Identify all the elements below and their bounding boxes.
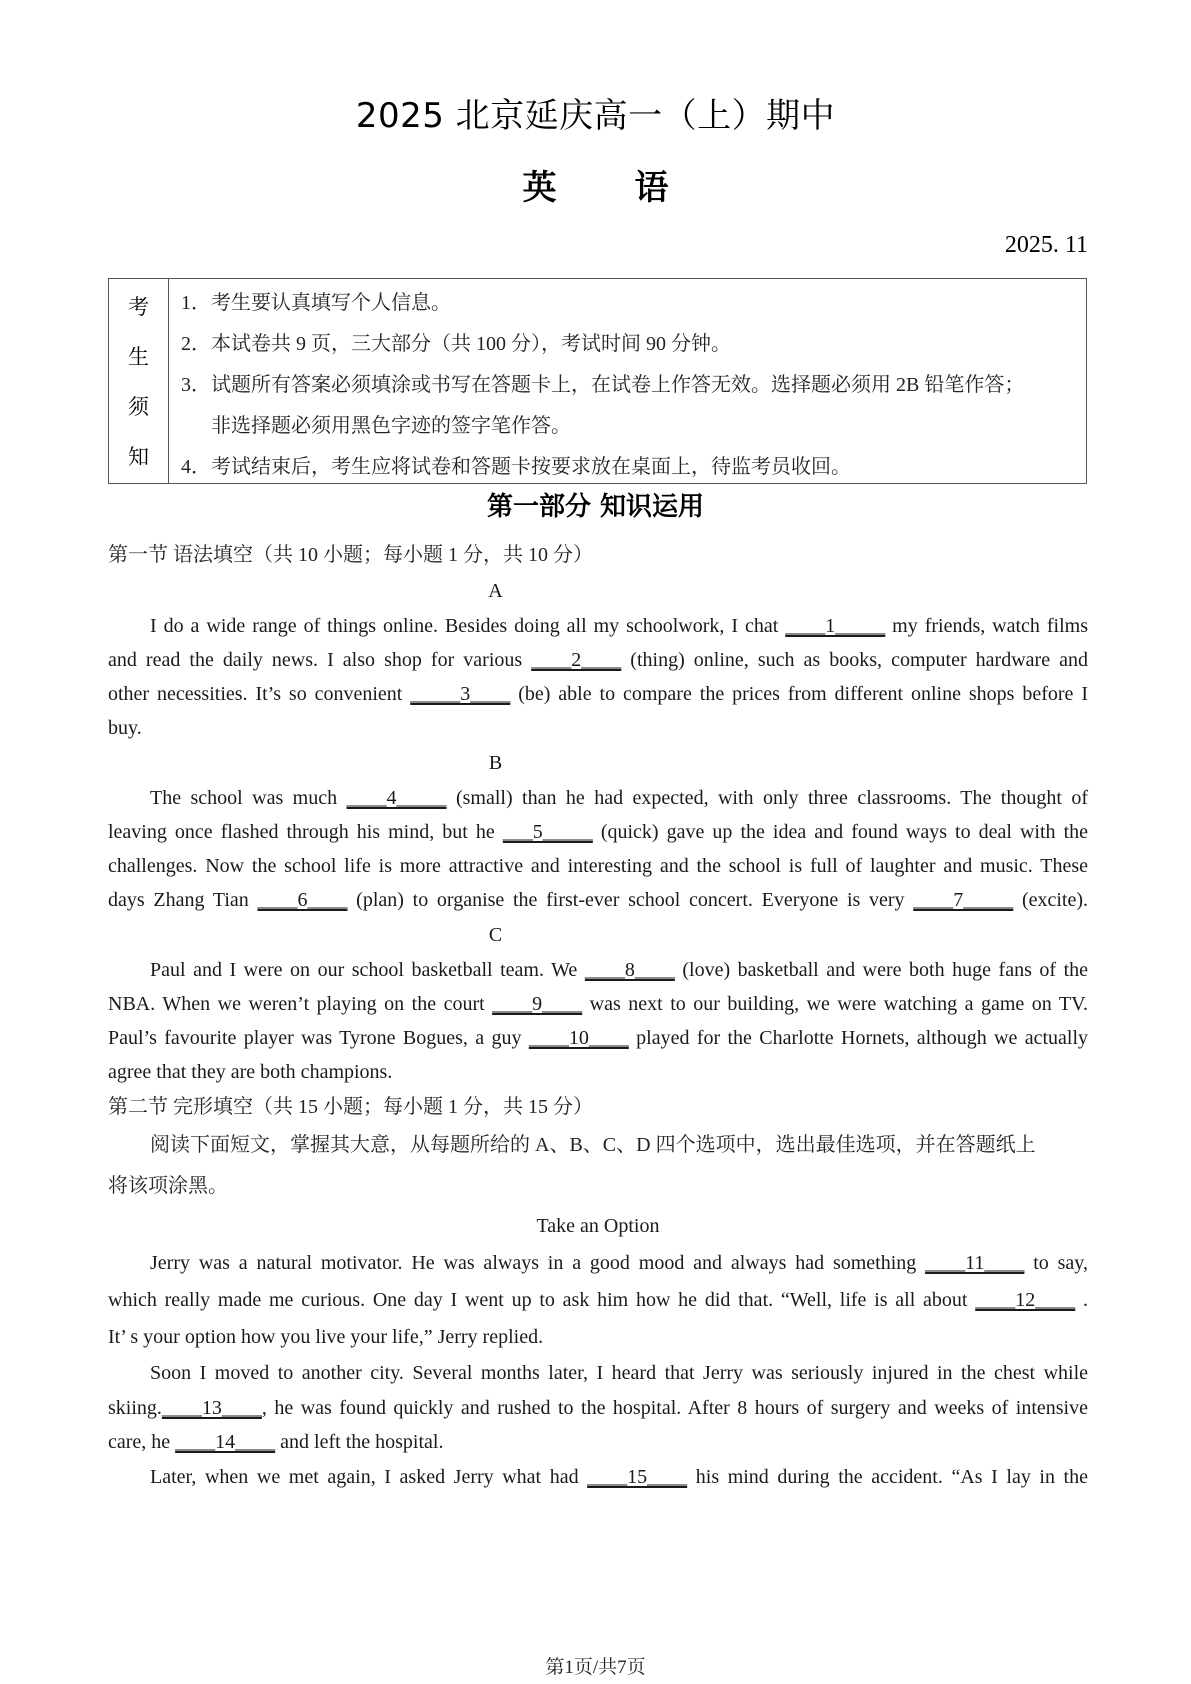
text-line <box>108 815 1088 849</box>
text-segment: The school was much <box>150 787 347 809</box>
text-line <box>108 1021 1088 1055</box>
text-segment: to say, <box>1024 1252 1088 1274</box>
notice-label-char: 须 <box>128 395 149 419</box>
text-segment: Later, when we met again, I asked Jerry what had <box>150 1465 588 1488</box>
exam-date: 2025. 11 <box>1004 232 1088 258</box>
cloze-paragraph <box>108 1356 1088 1460</box>
answer-blank[interactable]: ____1_____ <box>785 615 886 637</box>
text-segment: (quick) gave up the idea and found ways to deal with the <box>592 821 1089 843</box>
answer-blank[interactable]: ____7_____ <box>913 889 1014 911</box>
notice-item: 2．本试卷共 9 页，三大部分（共 100 分），考试时间 90 分钟。 <box>181 333 731 355</box>
text-line <box>108 953 1088 987</box>
section-instruction-cont: 将该项涂黑。 <box>108 1175 228 1197</box>
passage-b <box>108 781 1088 917</box>
text-segment: agree that they are both champions. <box>108 1061 393 1083</box>
answer-blank[interactable]: _____3____ <box>410 683 511 705</box>
answer-blank[interactable]: ____14____ <box>175 1431 276 1453</box>
text-segment: skiing. <box>108 1396 162 1419</box>
cloze-paragraph <box>108 1460 1088 1495</box>
text-line <box>108 609 1088 643</box>
answer-blank[interactable]: ____6____ <box>257 889 348 911</box>
answer-blank[interactable]: ____10____ <box>528 1027 629 1049</box>
text-line <box>108 1391 1088 1426</box>
text-segment: leaving once flashed through his mind, but he <box>108 821 503 843</box>
exam-title: 2025 北京延庆高一（上）期中 <box>355 96 836 136</box>
text-line <box>108 883 1088 917</box>
text-segment: challenges. Now the school life is more attractive and interesting and the school is full of laughter and music. These <box>108 855 1088 877</box>
answer-blank[interactable]: ____2____ <box>531 649 622 671</box>
text-segment: his mind during the accident. “As I lay in the <box>687 1465 1088 1488</box>
text-segment: Paul and I were on our school basketball team. We <box>150 959 585 981</box>
answer-blank[interactable]: ____15____ <box>587 1465 688 1488</box>
text-line <box>108 1245 1088 1282</box>
grammar-passages <box>108 573 1088 1089</box>
text-segment: (excite). <box>1013 889 1089 911</box>
section-instruction: 阅读下面短文，掌握其大意，从每题所给的 A、B、C、D 四个选项中，选出最佳选项，并在答题纸上 <box>150 1134 1036 1156</box>
text-line <box>108 1282 1088 1319</box>
text-segment: I do a wide range of things online. Besides doing all my schoolwork, I chat <box>150 615 786 637</box>
text-segment: (love) basketball and were both huge fans of the <box>674 959 1089 981</box>
subject-title <box>0 160 1191 209</box>
text-segment: buy. <box>108 717 142 739</box>
text-segment: days Zhang Tian <box>108 889 258 911</box>
passage-a <box>108 609 1088 745</box>
page-indicator: 第1页/共7页 <box>545 1657 646 1678</box>
text-line <box>108 849 1088 883</box>
text-line <box>108 1356 1088 1391</box>
text-segment: Jerry was a natural motivator. He was always in a good mood and always had something <box>150 1252 926 1274</box>
answer-blank[interactable]: ___5_____ <box>502 821 593 843</box>
text-line <box>108 1425 1088 1460</box>
exam-notice-box <box>108 278 1087 484</box>
text-segment: was next to our building, we were watching a game on TV. <box>582 993 1088 1015</box>
answer-blank[interactable]: ____8____ <box>584 959 675 981</box>
notice-item: 1．考生要认真填写个人信息。 <box>181 292 451 314</box>
notice-item: 4．考试结束后，考生应将试卷和答题卡按要求放在桌面上，待监考员收回。 <box>181 456 851 478</box>
text-segment: Soon I moved to another city. Several months later, I heard that Jerry was seriously injured in the chest while <box>150 1362 1088 1384</box>
cloze-paragraph <box>108 1245 1088 1356</box>
notice-label-char: 知 <box>128 445 149 469</box>
text-segment: It’ s your option how you live your life,” Jerry replied. <box>108 1326 544 1348</box>
section-heading: 第一节 语法填空（共 10 小题；每小题 1 分，共 10 分） <box>108 544 593 566</box>
text-line <box>108 1319 1088 1356</box>
answer-blank[interactable]: ____9____ <box>492 993 583 1015</box>
text-segment: played for the Charlotte Hornets, although we actually <box>628 1027 1089 1049</box>
story-title: Take an Option <box>536 1215 660 1237</box>
text-segment: my friends, watch films <box>885 615 1088 637</box>
notice-label-char: 生 <box>128 345 149 369</box>
text-line <box>108 711 1088 745</box>
text-line <box>108 677 1088 711</box>
text-segment: (plan) to organise the first-ever school concert. Everyone is very <box>347 889 914 911</box>
passage-label: A <box>488 580 503 602</box>
text-line <box>108 781 1088 815</box>
notice-label-char: 考 <box>128 295 149 319</box>
text-segment: (be) able to compare the prices from different online shops before I <box>510 683 1088 705</box>
subject-char: 语 <box>634 168 669 208</box>
passage-label: C <box>488 924 503 946</box>
passage-label: B <box>488 752 503 774</box>
text-line <box>108 643 1088 677</box>
answer-blank[interactable]: ____11____ <box>925 1252 1025 1274</box>
notice-label <box>109 279 169 483</box>
text-segment: (small) than he had expected, with only three classrooms. The thought of <box>446 787 1088 809</box>
section-heading: 第二节 完形填空（共 15 小题；每小题 1 分，共 15 分） <box>108 1096 593 1118</box>
text-segment: other necessities. It’s so convenient <box>108 683 411 705</box>
text-line <box>108 1460 1088 1495</box>
part-title: 第一部分 知识运用 <box>486 492 705 522</box>
exam-content <box>108 537 1088 1494</box>
notice-item: 3．试题所有答案必须填涂或书写在答题卡上，在试卷上作答无效。选择题必须用 2B 铅笔作答； <box>181 374 1025 396</box>
text-segment: NBA. When we weren’t playing on the court <box>108 993 493 1015</box>
cloze-paragraphs <box>108 1245 1088 1494</box>
text-segment: . <box>1075 1289 1089 1311</box>
answer-blank[interactable]: ____4_____ <box>346 787 447 809</box>
subject-char: 英 <box>522 168 557 208</box>
answer-blank[interactable]: ____13____ <box>161 1396 262 1419</box>
text-segment: care, he <box>108 1431 176 1453</box>
text-line <box>108 987 1088 1021</box>
answer-blank[interactable]: ____12____ <box>975 1289 1076 1311</box>
text-segment: Paul’s favourite player was Tyrone Bogues, a guy <box>108 1027 529 1049</box>
text-segment: and read the daily news. I also shop for various <box>108 649 532 671</box>
text-segment: (thing) online, such as books, computer hardware and <box>621 649 1088 671</box>
text-line <box>108 1055 1088 1089</box>
text-segment: , he was found quickly and rushed to the hospital. After 8 hours of surgery and weeks of intensive <box>261 1396 1088 1419</box>
notice-item-continuation: 非选择题必须用黑色字迹的签字笔作答。 <box>211 415 571 437</box>
passage-c <box>108 953 1088 1089</box>
text-segment: which really made me curious. One day I went up to ask him how he did that. “Well, life is all about <box>108 1289 976 1311</box>
text-segment: and left the hospital. <box>275 1431 444 1453</box>
notice-items <box>169 279 1086 483</box>
